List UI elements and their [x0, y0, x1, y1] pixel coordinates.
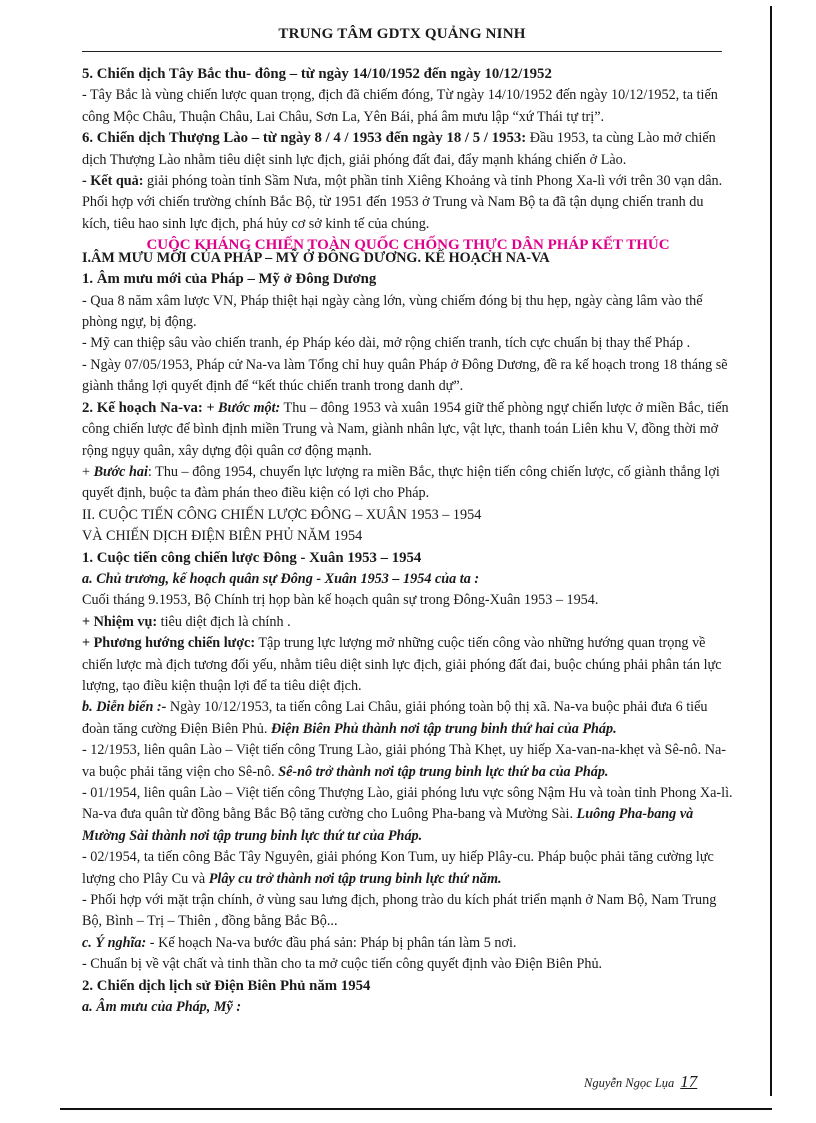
page-header: TRUNG TÂM GDTX QUẢNG NINH [278, 26, 526, 42]
section-5-body: - Tây Bắc là vùng chiến lược quan trọng, địch đã chiếm đóng, Từ ngày 14/10/1952 đến ngày 10/12/1952, ta tiến công Mộc Châu, Thuận Châu, Lai Châu, Sơn La, Yên Bái, phá âm mưu lập “xứ Thái tự trị”. [82, 87, 718, 125]
heading-q2: 2. Chiến dịch lịch sử Điện Biên Phủ năm 1954 [82, 977, 371, 994]
step-2-body: : Thu – đông 1954, chuyển lực lượng ra miền Bắc, thực hiện tiến công chiến lược, cố giành thắng lợi quyết định, buộc ta đàm phán theo điều kiện có lợi cho Pháp. [82, 463, 720, 502]
result-body: giải phóng toàn tỉnh Sầm Nưa, một phần tỉnh Xiêng Khoảng và tỉnh Phong Xa-lì với trên 30 vạn dân. Phối hợp với chiến trường chính Bắc Bộ, từ 1951 đến 1953 ở Trung và Nam Bộ ta đã tận dụng chiến tranh du kích, tiêu hao sinh lực địch, phá hủy cơ sở kinh tế của chúng. [82, 173, 723, 232]
heading-1: 1. Âm mưu mới của Pháp – Mỹ ở Đông Dương [82, 271, 377, 288]
page-footer [584, 1072, 697, 1092]
qa-task [82, 612, 734, 633]
page-border-bottom [60, 1108, 772, 1110]
step-1-label: + Bước một: [202, 399, 281, 416]
qb-4 [82, 847, 734, 890]
qc-body: - Kế hoạch Na-va bước đầu phá sản: Pháp bị phân tán làm 5 nơi. [146, 934, 517, 951]
document-body [82, 64, 734, 1018]
step-2-label: Bước hai [93, 463, 148, 480]
qb-1-emphasis: Điện Biên Phủ thành nơi tập trung binh thứ hai của Pháp. [270, 720, 617, 737]
part-2-title-line-1: II. CUỘC TIẾN CÔNG CHIẾN LƯỢC ĐÔNG – XUÂN 1953 – 1954 [82, 506, 482, 523]
qb-3-body: - 01/1954, liên quân Lào – Việt tiến công Thượng Lào, giải phóng lưu vực sông Nậm Hu và toàn tỉnh Phong Xa-lì. Na-va đưa quân từ đồng bằng Bắc Bộ tăng cường cho Luông Pha-bang và Mường Sài. [82, 785, 733, 823]
navarre-plan-step-1 [82, 398, 734, 462]
result-label: - Kết quả: [82, 173, 144, 190]
direction-body: Tập trung lực lượng mở những cuộc tiến công vào những hướng quan trọng về chiến lược mà địch tương đối yếu, nhằm tiêu diệt sinh lực địch, giải phóng đất đai, buộc chúng phải phân tán lực lượng, tạo điều kiện thuận lợi để ta tiêu diệt địch. [82, 635, 722, 694]
qb-3-emphasis: Luông Pha-bang và Mường Sài thành nơi tập trung binh lực thứ tư của Pháp. [82, 806, 694, 844]
task-label: + Nhiệm vụ: [82, 613, 158, 630]
task-body: tiêu diệt địch là chính . [157, 613, 291, 630]
qb-4-emphasis: Plây cu trở thành nơi tập trung binh lực thứ năm. [208, 870, 502, 887]
qb-1-body: Ngày 10/12/1953, ta tiến công Lai Châu, giải phóng toàn bộ thị xã. Na-va buộc phải đưa 6 tiểu đoàn tăng cường Điện Biên Phủ. [82, 699, 708, 737]
qb-1 [82, 697, 734, 740]
heading-2: 2. Kế hoạch Na-va: [82, 399, 203, 416]
header-rule [82, 51, 722, 52]
section-5-title: 5. Chiến dịch Tây Bắc thu- đông – từ ngày 14/10/1952 đến ngày 10/12/1952 [82, 66, 552, 82]
qb-4-body: - 02/1954, ta tiến công Bắc Tây Nguyên, giải phóng Kon Tum, uy hiếp Plây-cu. Pháp buộc phải tăng cường lực lượng cho Plây Cu và [82, 849, 714, 887]
step-1-body: Thu – đông 1953 và xuân 1954 giữ thế phòng ngự chiến lược ở miền Bắc, tiến công chiến lược để bình định miền Trung và Nam, giành nhân lực, vật lực, thanh toán Liên khu V, đồng thời mở rộng ngụy quân, xây dựng đội quân cơ động mạnh. [82, 399, 729, 459]
page-number: 17 [680, 1072, 698, 1091]
direction-label: + Phương hướng chiến lược: [82, 635, 256, 652]
navarre-plan-step-2 [82, 462, 734, 505]
qb-5: - Phối hợp với mặt trận chính, ở vùng sau lưng địch, phong trào du kích phát triển mạnh ở Nam Bộ, Nam Trung Bộ, Bình – Trị – Thiên , đồng bằng Bắc Bộ... [82, 892, 717, 930]
part-1-title: I.ÂM MƯU MỚI CỦA PHÁP – MỸ Ở ĐÔNG DƯƠNG. KẾ HOẠCH NA-VA [82, 250, 550, 267]
qb-2 [82, 740, 734, 783]
qc-1 [82, 933, 734, 954]
section-6-title: 6. Chiến dịch Thượng Lào – từ ngày 8 / 4 / 1953 đến ngày 18 / 5 / 1953: [82, 130, 527, 147]
para-1c: - Ngày 07/05/1953, Pháp cử Na-va làm Tổng chỉ huy quân Pháp ở Đông Dương, đề ra kế hoạch trong 18 tháng sẽ giành thắng lợi quyết định để “kết thúc chiến tranh trong danh dự”. [82, 356, 728, 395]
heading-qa: a. Chủ trương, kế hoạch quân sự Đông - Xuân 1953 – 1954 của ta : [82, 570, 480, 587]
author-name: Nguyễn Ngọc Lụa [584, 1076, 675, 1090]
section-6-body: Đầu 1953, ta cùng Lào mở chiến dịch Thượng Lào nhằm tiêu diệt sinh lực địch, giải phóng đất đai, đẩy mạnh kháng chiến ở Lào. [82, 130, 716, 168]
step-2-prefix: + [82, 463, 94, 480]
para-1a: - Qua 8 năm xâm lược VN, Pháp thiệt hại ngày càng lớn, vùng chiếm đóng bị thu hẹp, ngày càng lâm vào thế phòng ngự, bị động. [82, 292, 703, 331]
chapter-title: CUỘC KHÁNG CHIẾN TOÀN QUỐC CHỐNG THỰC DÂN PHÁP KẾT THÚC [146, 237, 670, 254]
para-1b: - Mỹ can thiệp sâu vào chiến tranh, ép Pháp kéo dài, mở rộng chiến tranh, tích cực chuẩn bị thay thế Pháp . [82, 335, 691, 352]
qc-2: - Chuẩn bị về vật chất và tinh thần cho ta mở cuộc tiến công quyết định vào Điện Biên Phủ. [82, 956, 603, 973]
part-2-title-line-2: VÀ CHIẾN DỊCH ĐIỆN BIÊN PHỦ NĂM 1954 [82, 528, 363, 545]
section-6-paragraph [82, 128, 734, 171]
page-border-right [770, 6, 772, 1096]
qb-3 [82, 783, 734, 847]
heading-q1: 1. Cuộc tiến công chiến lược Đông - Xuân 1953 – 1954 [82, 549, 422, 566]
qa-direction [82, 633, 734, 697]
section-6-result [82, 171, 734, 235]
qb-2-emphasis: Sê-nô trở thành nơi tập trung binh lực thứ ba của Pháp. [278, 763, 609, 780]
qa-body: Cuối tháng 9.1953, Bộ Chính trị họp bàn kế hoạch quân sự trong Đông-Xuân 1953 – 1954. [82, 592, 599, 609]
qc-label: c. Ý nghĩa: [82, 934, 147, 951]
heading-q2a: a. Âm mưu của Pháp, Mỹ : [82, 999, 242, 1016]
qb-label: b. Diễn biến :- [82, 699, 167, 716]
qb-2-body: - 12/1953, liên quân Lào – Việt tiến công Trung Lào, giải phóng Thà Khẹt, uy hiếp Xa-van-na-khẹt và Sê-nô. Na-va buộc phải tăng viện cho Sê-nô. [82, 742, 727, 780]
